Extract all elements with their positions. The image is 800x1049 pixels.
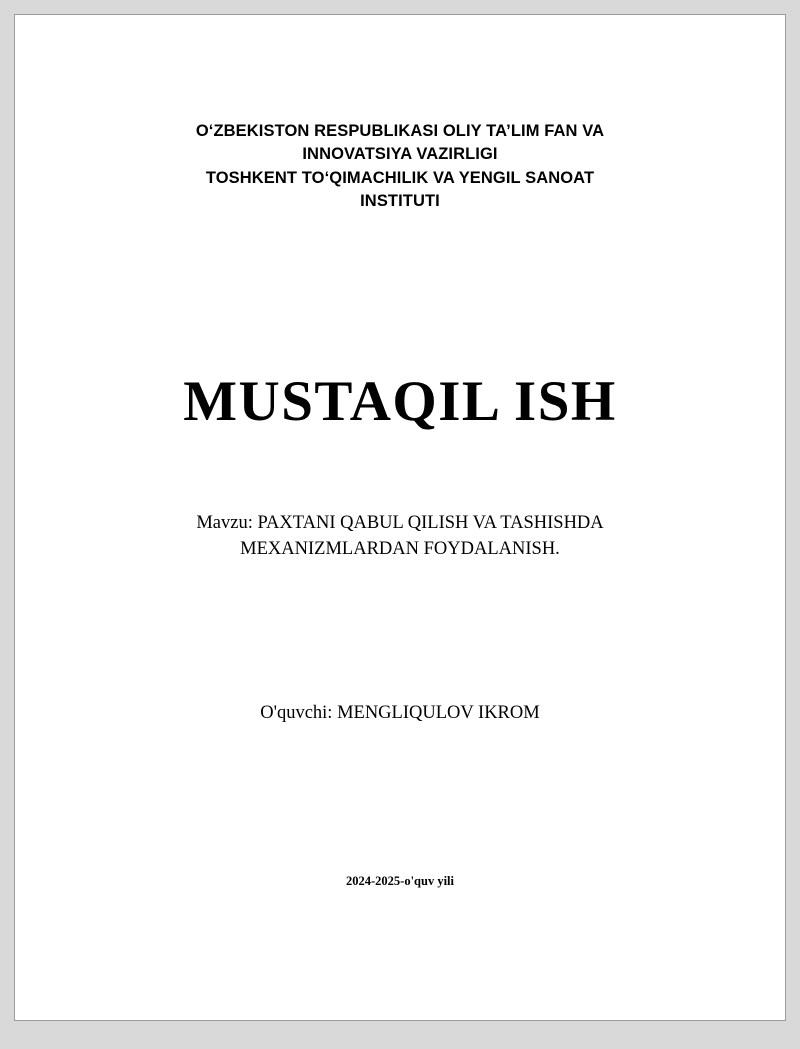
subject-line-2: MEXANIZMLARDAN FOYDALANISH. xyxy=(240,539,560,560)
document-page xyxy=(14,14,786,1021)
title-page-content xyxy=(15,15,785,889)
document-title: MUSTAQIL ISH xyxy=(183,369,617,433)
organization-line-3: TOSHKENT TO‘QIMACHILIK VA YENGIL SANOAT xyxy=(205,168,595,187)
organization-line-4: INSTITUTI xyxy=(360,192,440,211)
subject-heading xyxy=(95,510,705,564)
author-name: O'quvchi: MENGLIQULOV IKROM xyxy=(260,703,540,724)
subject-line-1: Mavzu: PAXTANI QABUL QILISH VA TASHISHDA xyxy=(196,512,604,533)
academic-year: 2024-2025-o'quv yili xyxy=(346,874,454,889)
organization-heading xyxy=(95,120,705,214)
organization-line-2: INNOVATSIYA VAZIRLIGI xyxy=(302,145,498,164)
organization-line-1: O‘ZBEKISTON RESPUBLIKASI OLIY TA’LIM FAN VA xyxy=(195,122,605,140)
